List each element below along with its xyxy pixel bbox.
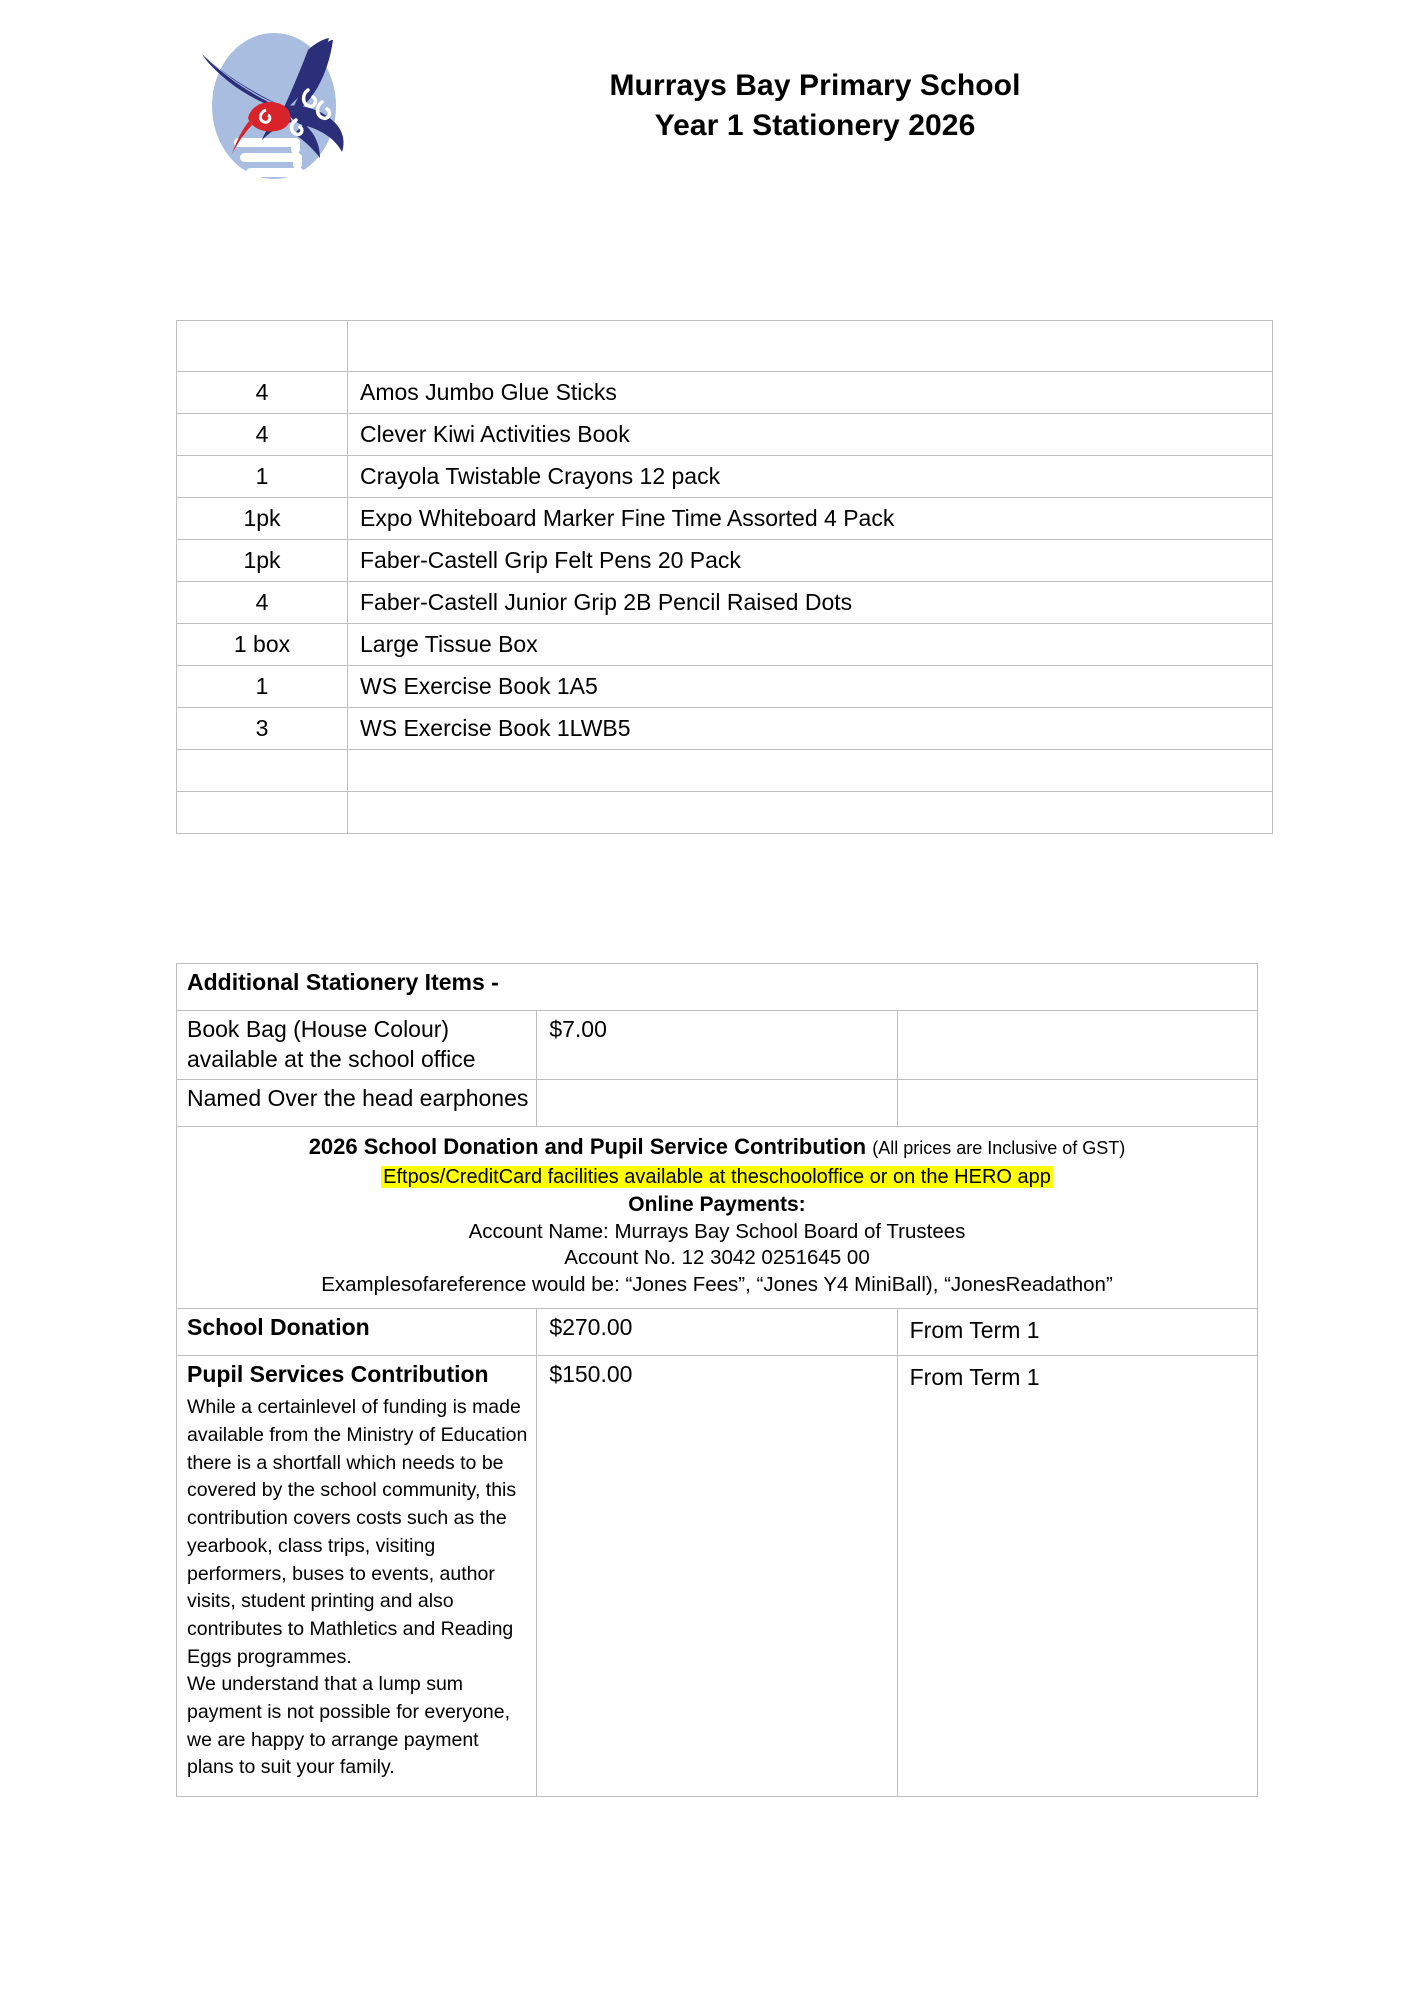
pupil-services-term: From Term 1 bbox=[897, 1356, 1257, 1797]
table-row bbox=[177, 1011, 1258, 1080]
cell-desc: Large Tissue Box bbox=[348, 624, 1273, 666]
table-row bbox=[177, 414, 1273, 456]
cell-desc: Faber-Castell Grip Felt Pens 20 Pack bbox=[348, 540, 1273, 582]
school-donation-label: School Donation bbox=[177, 1309, 537, 1356]
cell-desc: Faber-Castell Junior Grip 2B Pencil Raised Dots bbox=[348, 582, 1273, 624]
table-row-empty bbox=[177, 792, 1273, 834]
pupil-services-price: $150.00 bbox=[537, 1356, 897, 1797]
additional-table-body bbox=[177, 964, 1258, 1797]
cell-item-price bbox=[537, 1079, 897, 1126]
school-donation-price: $270.00 bbox=[537, 1309, 897, 1356]
cell-desc: Crayola Twistable Crayons 12 pack bbox=[348, 456, 1273, 498]
cell-qty: 1 bbox=[177, 456, 348, 498]
table-row bbox=[177, 582, 1273, 624]
header-cell-desc bbox=[348, 321, 1273, 372]
pupil-services-cell bbox=[177, 1356, 537, 1797]
cell-desc: WS Exercise Book 1A5 bbox=[348, 666, 1273, 708]
cell-item-desc: Named Over the head earphones bbox=[177, 1079, 537, 1126]
table-row bbox=[177, 666, 1273, 708]
stationery-items-table bbox=[176, 320, 1273, 834]
cell-desc: Clever Kiwi Activities Book bbox=[348, 414, 1273, 456]
additional-heading-row bbox=[177, 964, 1258, 1011]
cell-qty: 3 bbox=[177, 708, 348, 750]
table-row bbox=[177, 624, 1273, 666]
table-row bbox=[177, 540, 1273, 582]
cell-qty: 4 bbox=[177, 414, 348, 456]
school-donation-row bbox=[177, 1309, 1258, 1356]
donation-info-cell bbox=[177, 1126, 1258, 1309]
title-line-year: Year 1 Stationery 2026 bbox=[654, 108, 976, 142]
header-cell-qty bbox=[177, 321, 348, 372]
document-header bbox=[0, 0, 1414, 200]
reference-examples-line: Examplesofareference would be: “Jones Fees”, “Jones Y4 MiniBall), “JonesReadathon” bbox=[321, 1272, 1113, 1296]
table-row bbox=[177, 372, 1273, 414]
school-crest-icon bbox=[196, 28, 366, 193]
donation-title: 2026 School Donation and Pupil Service Contribution bbox=[308, 1133, 867, 1159]
cell-qty bbox=[177, 750, 348, 792]
title-line-school: Murrays Bay Primary School bbox=[609, 69, 1021, 102]
cell-desc bbox=[348, 750, 1273, 792]
table-row bbox=[177, 498, 1273, 540]
additional-items-table bbox=[176, 963, 1258, 1797]
school-donation-term: From Term 1 bbox=[897, 1309, 1257, 1356]
cell-desc: Expo Whiteboard Marker Fine Time Assorted 4 Pack bbox=[348, 498, 1273, 540]
additional-heading-cell: Additional Stationery Items - bbox=[177, 964, 1258, 1011]
cell-qty: 1pk bbox=[177, 540, 348, 582]
table-row bbox=[177, 456, 1273, 498]
donation-info-row bbox=[177, 1126, 1258, 1309]
cell-item-desc: Book Bag (House Colour) available at the school office bbox=[177, 1011, 537, 1080]
gst-note: (All prices are Inclusive of GST) bbox=[872, 1137, 1126, 1158]
stationery-table-body bbox=[177, 321, 1273, 834]
table-row bbox=[177, 708, 1273, 750]
cell-qty: 1pk bbox=[177, 498, 348, 540]
donation-title-line bbox=[185, 1133, 1249, 1162]
pupil-services-body bbox=[187, 1394, 536, 1782]
cell-qty: 1 bbox=[177, 666, 348, 708]
cell-desc: Amos Jumbo Glue Sticks bbox=[348, 372, 1273, 414]
table-row bbox=[177, 1079, 1258, 1126]
document-title bbox=[366, 66, 1264, 146]
school-logo bbox=[196, 28, 366, 198]
eftpos-highlight-text: Eftpos/CreditCard facilities available at theschooloffice or on the HERO app bbox=[383, 1166, 1051, 1189]
cell-item-price: $7.00 bbox=[537, 1011, 897, 1080]
cell-qty: 1 box bbox=[177, 624, 348, 666]
cell-qty: 4 bbox=[177, 582, 348, 624]
table-row-empty bbox=[177, 750, 1273, 792]
table-header-row bbox=[177, 321, 1273, 372]
cell-item-term bbox=[897, 1079, 1257, 1126]
cell-desc bbox=[348, 792, 1273, 834]
pupil-services-label: Pupil Services Contribution bbox=[187, 1361, 489, 1388]
cell-qty bbox=[177, 792, 348, 834]
cell-qty: 4 bbox=[177, 372, 348, 414]
pupil-services-row bbox=[177, 1356, 1258, 1797]
pupil-services-paragraph-2: We understand that a lump sum payment is not possible for everyone, we are happy to arrange payment plans to suit your family. bbox=[187, 1673, 511, 1779]
pupil-services-paragraph-1: While a certainlevel of funding is made available from the Ministry of Education there is a shortfall which needs to be covered by the school community, this contribution covers costs such as the yearbook, class trips, visiting performers, buses to events, author visits, student printing and also contributes to Mathletics and Reading Eggs programmes. bbox=[187, 1396, 528, 1668]
cell-desc: WS Exercise Book 1LWB5 bbox=[348, 708, 1273, 750]
account-number-line: Account No. 12 3042 0251645 00 bbox=[564, 1246, 870, 1270]
eftpos-highlight-line bbox=[185, 1161, 1249, 1191]
online-payments-label: Online Payments: bbox=[628, 1193, 806, 1217]
cell-item-term bbox=[897, 1011, 1257, 1080]
account-name-line: Account Name: Murrays Bay School Board of Trustees bbox=[468, 1219, 966, 1243]
